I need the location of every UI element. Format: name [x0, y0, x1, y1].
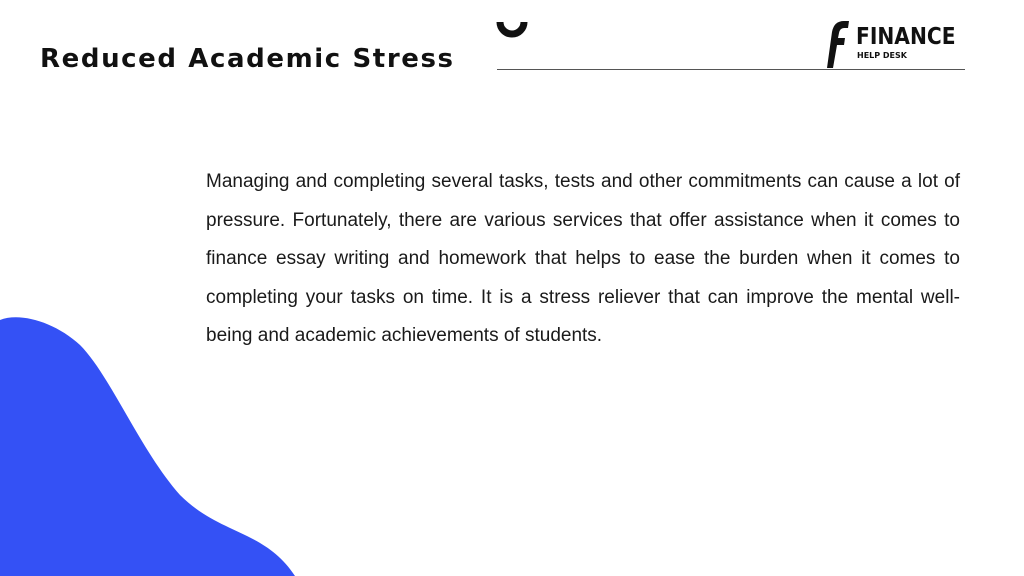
- decorative-blob: [0, 300, 320, 576]
- logo-subtitle: HELP DESK: [857, 51, 907, 60]
- logo-wordmark: FINANCE: [856, 24, 956, 50]
- body-paragraph: Managing and completing several tasks, tests and other commitments can cause a lot of pressure. Fortunately, there are various services that offer assistance when it comes to finance essay writing and homework that helps to ease the burden when it comes to completing your tasks on time. It is a stress reliever that can improve the mental well-being and academic achievements of students.: [206, 171, 960, 347]
- f-letter-icon: [818, 18, 850, 70]
- slide-title: Reduced Academic Stress: [40, 44, 455, 74]
- brand-logo: [818, 18, 968, 70]
- partial-circle-icon: [496, 0, 528, 46]
